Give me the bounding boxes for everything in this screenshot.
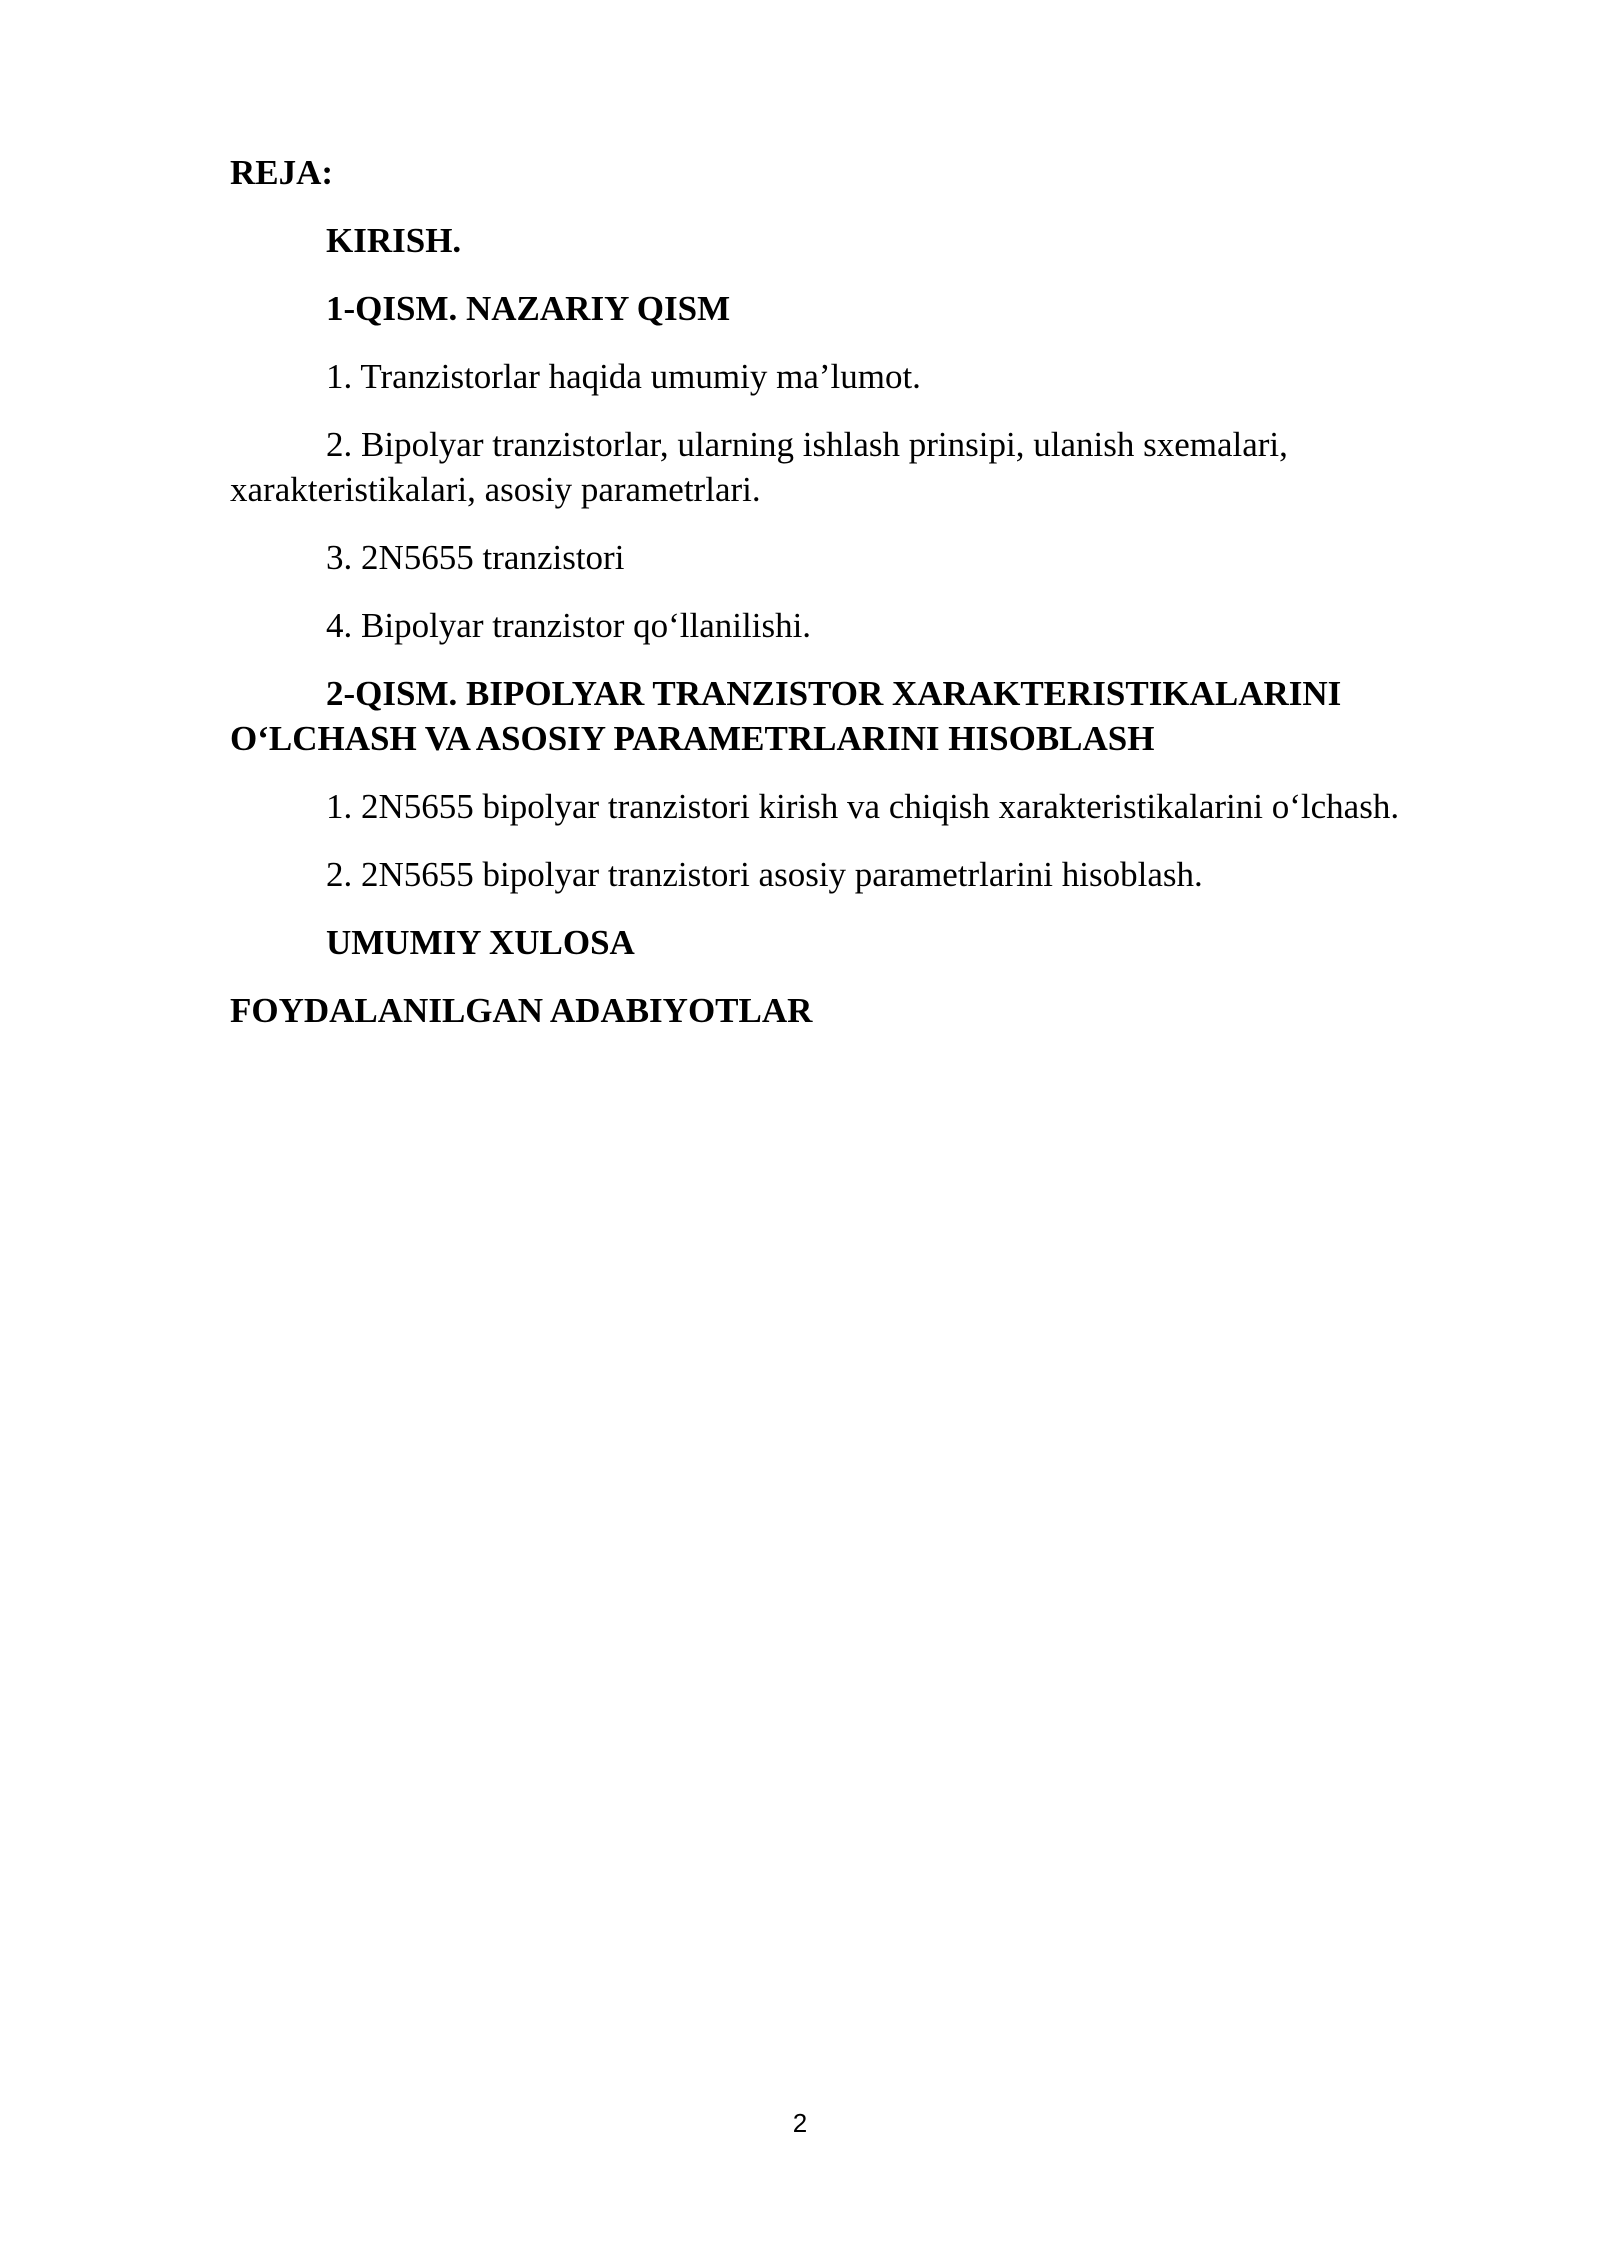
toc-part-1-heading: 1-QISM. NAZARIY QISM xyxy=(326,289,731,328)
toc-introduction: KIRISH. xyxy=(326,221,462,260)
toc-item-2-1: 1. 2N5655 bipolyar tranzistori kirish va chiqish xarakteristikalarini o‘lchash. xyxy=(326,787,1400,826)
plan-heading: REJA: xyxy=(230,153,334,192)
toc-item-1-2: 2. Bipolyar tranzistorlar, ularning ishlash prinsipi, ulanish sxemalari, xarakteristikalari, asosiy parametrlari. xyxy=(230,425,1288,509)
toc-part-2-heading: 2-QISM. BIPOLYAR TRANZISTOR XARAKTERISTIKALARINI O‘LCHASH VA ASOSIY PARAMETRLARINI HISOBLASH xyxy=(230,674,1342,758)
toc-conclusion: UMUMIY XULOSA xyxy=(326,923,635,962)
page-number: 2 xyxy=(792,2108,808,2138)
toc-item-1-4: 4. Bipolyar tranzistor qo‘llanilishi. xyxy=(326,606,812,645)
toc-item-1-1: 1. Tranzistorlar haqida umumiy ma’lumot. xyxy=(326,357,921,396)
table-of-contents xyxy=(230,150,1490,1056)
toc-item-1-3: 3. 2N5655 tranzistori xyxy=(326,538,625,577)
toc-item-2-2: 2. 2N5655 bipolyar tranzistori asosiy parametrlarini hisoblash. xyxy=(326,855,1203,894)
toc-references: FOYDALANILGAN ADABIYOTLAR xyxy=(230,991,813,1030)
